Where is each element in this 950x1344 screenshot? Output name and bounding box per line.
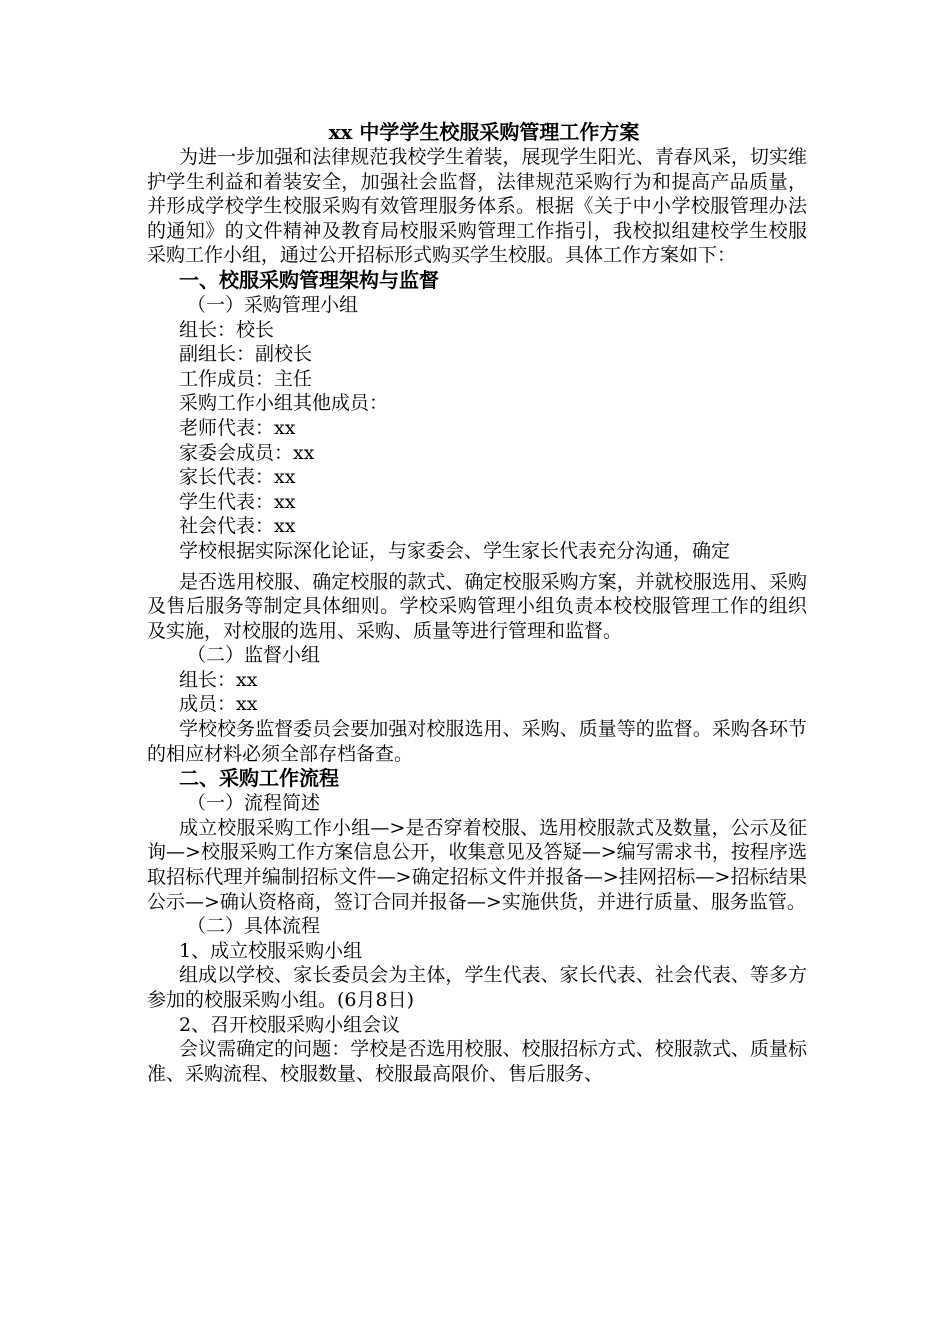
step1-paragraph: 组成以学校、家长委员会为主体，学生代表、家长代表、社会代表、等多方参加的校服采购小组。(6月8日) bbox=[147, 964, 807, 1011]
section1-paragraph-1: 学校根据实际深化论证，与家委会、学生家长代表充分沟通，确定 bbox=[179, 539, 731, 562]
document-title: xx 中学学生校服采购管理工作方案 bbox=[328, 120, 640, 144]
others-label: 采购工作小组其他成员： bbox=[179, 392, 389, 415]
teacher-rep-line: 老师代表：xx bbox=[179, 416, 296, 439]
section2-heading: 二、采购工作流程 bbox=[179, 766, 339, 791]
step2-title: 2、召开校服采购小组会议 bbox=[179, 1013, 401, 1036]
member-line: 工作成员：主任 bbox=[179, 367, 313, 390]
process-summary-paragraph: 成立校服采购工作小组—>是否穿着校服、选用校服款式及数量，公示及征询—>校服采购工作方案信息公开，收集意见及答疑—>编写需求书，按程序选取招标代理并编制招标文件—>确定招标文件并报备—>挂网招标—>招标结果公示—>确认资格商，签订合同并报备—>实施供货，并进行质量、服务监管。 bbox=[147, 816, 807, 913]
step1-title: 1、成立校服采购小组 bbox=[179, 939, 363, 962]
supervision-leader-line: 组长：xx bbox=[179, 668, 258, 691]
step2-paragraph: 会议需确定的问题：学校是否选用校服、校服招标方式、校服款式、质量标准、采购流程、校服数量、校服最高限价、售后服务、 bbox=[147, 1038, 807, 1085]
section1-heading: 一、校服采购管理架构与监督 bbox=[179, 267, 439, 292]
supervision-paragraph: 学校校务监督委员会要加强对校服选用、采购、质量等的监督。采购各环节的相应材料必须全部存档备查。 bbox=[147, 718, 807, 765]
section1-sub1-heading: （一）采购管理小组 bbox=[187, 293, 359, 316]
committee-member-line: 家委会成员：xx bbox=[179, 441, 315, 464]
section2-sub1-heading: （一）流程简述 bbox=[187, 792, 321, 815]
section1-sub2-heading: （二）监督小组 bbox=[187, 644, 321, 667]
section2-sub2-heading: （二）具体流程 bbox=[187, 915, 321, 938]
society-rep-line: 社会代表：xx bbox=[179, 515, 296, 538]
section1-paragraph-2: 是否选用校服、确定校服的款式、确定校服采购方案，并就校服选用、采购及售后服务等制定具体细则。学校采购管理小组负责本校校服管理工作的组织及实施，对校服的选用、采购、质量等进行管理和监督。 bbox=[147, 570, 807, 642]
intro-paragraph: 为进一步加强和法律规范我校学生着装，展现学生阳光、青春风采，切实维护学生利益和着装安全，加强社会监督，法律规范采购行为和提高产品质量，并形成学校学生校服采购有效管理服务体系。根据《关于中小学校服管理办法的通知》的文件精神及教育局校服采购管理工作指引，我校拟组建校学生校服采购工作小组，通过公开招标形式购买学生校服。具体工作方案如下： bbox=[147, 146, 807, 267]
parent-rep-line: 家长代表：xx bbox=[179, 466, 296, 489]
student-rep-line: 学生代表：xx bbox=[179, 490, 296, 513]
vice-leader-line: 副组长：副校长 bbox=[179, 343, 313, 366]
document-page bbox=[147, 120, 807, 1086]
supervision-member-line: 成员：xx bbox=[179, 693, 258, 716]
leader-line: 组长：校长 bbox=[179, 318, 275, 341]
